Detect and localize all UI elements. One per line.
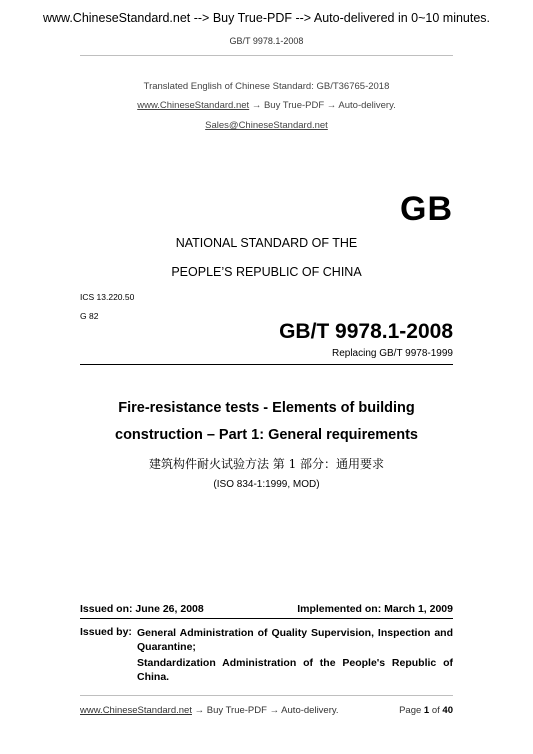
issued-on-date: Issued on: June 26, 2008 xyxy=(80,603,204,615)
page-total: 40 xyxy=(442,705,453,716)
title-line2: construction – Part 1: General requirements xyxy=(115,427,418,443)
gb-mark: GB xyxy=(400,190,453,228)
footer-site-link[interactable]: www.ChineseStandard.net xyxy=(80,705,192,716)
page-number: 1 xyxy=(423,705,430,716)
issue-divider xyxy=(80,618,453,619)
g-code: G 82 xyxy=(80,311,99,321)
translation-note: Translated English of Chinese Standard: GB/T36765-2018 xyxy=(143,81,390,92)
title-chinese: 建筑构件耐火试验方法 第 1 部分：通用要求 xyxy=(148,457,385,471)
header-doc-code: GB/T 9978.1-2008 xyxy=(229,36,304,46)
issuer-2: Standardization Administration of the People's Republic of China. xyxy=(137,657,453,683)
page-of: of xyxy=(429,705,443,716)
footer-divider xyxy=(80,695,453,696)
title-line1: Fire-resistance tests - Elements of building xyxy=(118,400,415,416)
translation-site-line xyxy=(0,100,533,111)
replacing-note: Replacing GB/T 9978-1999 xyxy=(331,348,453,359)
page-label: Page xyxy=(399,705,424,716)
page-counter xyxy=(399,705,453,716)
top-banner: www.ChineseStandard.net --> Buy True-PDF --> Auto-delivered in 0~10 minutes. xyxy=(42,11,491,25)
translation-site-link[interactable]: www.ChineseStandard.net xyxy=(137,100,250,111)
header-divider xyxy=(80,55,453,56)
footer-site-line xyxy=(80,705,339,716)
standard-number: GB/T 9978.1-2008 xyxy=(279,320,453,343)
sales-email-link[interactable]: Sales@ChineseStandard.net xyxy=(205,120,328,131)
national-standard-line1: NATIONAL STANDARD OF THE xyxy=(175,236,358,250)
translation-email-line xyxy=(0,120,533,131)
footer-site-tail: → Buy True-PDF → Auto-delivery. xyxy=(191,705,339,716)
iso-reference: (ISO 834-1:1999, MOD) xyxy=(213,479,320,490)
title-divider xyxy=(80,364,453,365)
issued-by-label: Issued by: xyxy=(80,626,132,638)
national-standard-line2: PEOPLE’S REPUBLIC OF CHINA xyxy=(171,265,362,279)
translation-site-tail: → Buy True-PDF → Auto-delivery. xyxy=(249,100,396,111)
implemented-on-date: Implemented on: March 1, 2009 xyxy=(297,603,453,615)
issuer-1: General Administration of Quality Supervision, Inspection and Quarantine; xyxy=(137,627,453,653)
ics-code: ICS 13.220.50 xyxy=(80,292,135,302)
